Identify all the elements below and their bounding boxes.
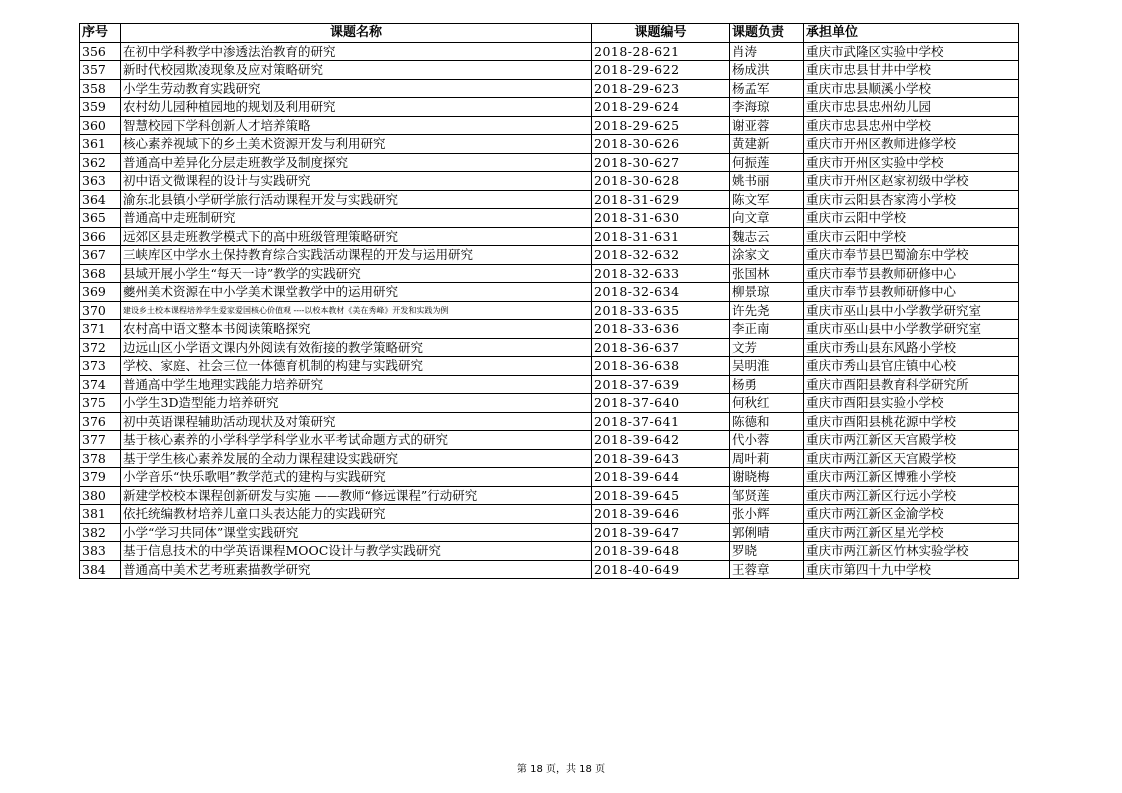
cell-unit: 重庆市两江新区竹林实验学校 bbox=[804, 542, 1019, 561]
cell-code: 2018-37-639 bbox=[592, 375, 730, 394]
cell-no: 372 bbox=[80, 338, 121, 357]
cell-owner: 谢亚蓉 bbox=[730, 116, 804, 135]
cell-owner: 罗晓 bbox=[730, 542, 804, 561]
cell-code: 2018-30-628 bbox=[592, 172, 730, 191]
cell-owner: 杨成洪 bbox=[730, 61, 804, 80]
cell-unit: 重庆市忠县忠州幼儿园 bbox=[804, 98, 1019, 117]
cell-no: 366 bbox=[80, 227, 121, 246]
table-row bbox=[80, 486, 1019, 505]
cell-unit: 重庆市云阳中学校 bbox=[804, 209, 1019, 228]
cell-code: 2018-39-647 bbox=[592, 523, 730, 542]
table-row bbox=[80, 542, 1019, 561]
cell-title: 远郊区县走班教学模式下的高中班级管理策略研究 bbox=[121, 227, 592, 246]
header-no: 序号 bbox=[80, 24, 121, 43]
table-row bbox=[80, 394, 1019, 413]
cell-code: 2018-32-634 bbox=[592, 283, 730, 302]
cell-code: 2018-29-625 bbox=[592, 116, 730, 135]
cell-owner: 邹贤莲 bbox=[730, 486, 804, 505]
cell-title: 渝东北县镇小学研学旅行活动课程开发与实践研究 bbox=[121, 190, 592, 209]
table-body bbox=[80, 42, 1019, 579]
cell-unit: 重庆市忠县忠州中学校 bbox=[804, 116, 1019, 135]
cell-no: 375 bbox=[80, 394, 121, 413]
cell-code: 2018-31-629 bbox=[592, 190, 730, 209]
cell-code: 2018-29-624 bbox=[592, 98, 730, 117]
cell-owner: 黄建新 bbox=[730, 135, 804, 154]
cell-no: 363 bbox=[80, 172, 121, 191]
cell-title: 普通高中差异化分层走班教学及制度探究 bbox=[121, 153, 592, 172]
cell-code: 2018-29-623 bbox=[592, 79, 730, 98]
cell-title: 普通高中走班制研究 bbox=[121, 209, 592, 228]
cell-code: 2018-28-621 bbox=[592, 42, 730, 61]
cell-owner: 谢晓梅 bbox=[730, 468, 804, 487]
cell-unit: 重庆市秀山县东风路小学校 bbox=[804, 338, 1019, 357]
cell-no: 361 bbox=[80, 135, 121, 154]
cell-unit: 重庆市开州区教师进修学校 bbox=[804, 135, 1019, 154]
table-header bbox=[80, 24, 1019, 43]
cell-unit: 重庆市两江新区博雅小学校 bbox=[804, 468, 1019, 487]
cell-unit: 重庆市秀山县官庄镇中心校 bbox=[804, 357, 1019, 376]
table-row bbox=[80, 301, 1019, 320]
cell-unit: 重庆市两江新区行远小学校 bbox=[804, 486, 1019, 505]
cell-owner: 文芳 bbox=[730, 338, 804, 357]
cell-title: 普通高中学生地理实践能力培养研究 bbox=[121, 375, 592, 394]
cell-unit: 重庆市酉阳县桃花源中学校 bbox=[804, 412, 1019, 431]
cell-owner: 向文章 bbox=[730, 209, 804, 228]
cell-unit: 重庆市两江新区天宫殿学校 bbox=[804, 449, 1019, 468]
table-row bbox=[80, 42, 1019, 61]
cell-unit: 重庆市开州区实验中学校 bbox=[804, 153, 1019, 172]
table-row bbox=[80, 209, 1019, 228]
cell-title: 学校、家庭、社会三位一体德育机制的构建与实践研究 bbox=[121, 357, 592, 376]
cell-title: 小学音乐“快乐歌唱”教学范式的建构与实践研究 bbox=[121, 468, 592, 487]
table-row bbox=[80, 283, 1019, 302]
cell-code: 2018-39-648 bbox=[592, 542, 730, 561]
cell-owner: 张小辉 bbox=[730, 505, 804, 524]
table-row bbox=[80, 190, 1019, 209]
cell-title: 初中英语课程辅助活动现状及对策研究 bbox=[121, 412, 592, 431]
table-row bbox=[80, 246, 1019, 265]
header-row bbox=[80, 24, 1019, 43]
cell-code: 2018-33-635 bbox=[592, 301, 730, 320]
cell-owner: 杨孟军 bbox=[730, 79, 804, 98]
table-row bbox=[80, 227, 1019, 246]
cell-code: 2018-30-627 bbox=[592, 153, 730, 172]
cell-owner: 魏志云 bbox=[730, 227, 804, 246]
cell-title: 农村幼儿园种植园地的规划及利用研究 bbox=[121, 98, 592, 117]
cell-owner: 杨勇 bbox=[730, 375, 804, 394]
cell-no: 359 bbox=[80, 98, 121, 117]
table-row bbox=[80, 357, 1019, 376]
cell-no: 368 bbox=[80, 264, 121, 283]
table-row bbox=[80, 560, 1019, 579]
header-unit: 承担单位 bbox=[804, 24, 1019, 43]
cell-no: 356 bbox=[80, 42, 121, 61]
cell-code: 2018-36-637 bbox=[592, 338, 730, 357]
cell-unit: 重庆市酉阳县教育科学研究所 bbox=[804, 375, 1019, 394]
cell-no: 362 bbox=[80, 153, 121, 172]
cell-title: 小学“学习共同体”课堂实践研究 bbox=[121, 523, 592, 542]
cell-no: 379 bbox=[80, 468, 121, 487]
cell-code: 2018-30-626 bbox=[592, 135, 730, 154]
cell-owner: 陈德和 bbox=[730, 412, 804, 431]
cell-code: 2018-33-636 bbox=[592, 320, 730, 339]
cell-owner: 姚书丽 bbox=[730, 172, 804, 191]
cell-owner: 李正南 bbox=[730, 320, 804, 339]
cell-no: 373 bbox=[80, 357, 121, 376]
cell-code: 2018-39-642 bbox=[592, 431, 730, 450]
table-row bbox=[80, 523, 1019, 542]
cell-no: 381 bbox=[80, 505, 121, 524]
cell-code: 2018-40-649 bbox=[592, 560, 730, 579]
cell-title: 县域开展小学生“每天一诗”教学的实践研究 bbox=[121, 264, 592, 283]
cell-unit: 重庆市忠县顺溪小学校 bbox=[804, 79, 1019, 98]
cell-code: 2018-32-633 bbox=[592, 264, 730, 283]
cell-title: 基于核心素养的小学科学学科学业水平考试命题方式的研究 bbox=[121, 431, 592, 450]
cell-owner: 李海琼 bbox=[730, 98, 804, 117]
cell-title: 小学生3D造型能力培养研究 bbox=[121, 394, 592, 413]
table-row bbox=[80, 412, 1019, 431]
cell-title: 边远山区小学语文课内外阅读有效衔接的教学策略研究 bbox=[121, 338, 592, 357]
cell-title: 普通高中美术艺考班素描教学研究 bbox=[121, 560, 592, 579]
header-code: 课题编号 bbox=[592, 24, 730, 43]
cell-code: 2018-37-640 bbox=[592, 394, 730, 413]
cell-no: 377 bbox=[80, 431, 121, 450]
cell-owner: 何振莲 bbox=[730, 153, 804, 172]
cell-owner: 吴明淮 bbox=[730, 357, 804, 376]
table-row bbox=[80, 61, 1019, 80]
cell-unit: 重庆市两江新区星光学校 bbox=[804, 523, 1019, 542]
table-row bbox=[80, 320, 1019, 339]
table-row bbox=[80, 468, 1019, 487]
cell-title: 三峡库区中学水土保持教育综合实践活动课程的开发与运用研究 bbox=[121, 246, 592, 265]
cell-title: 初中语文微课程的设计与实践研究 bbox=[121, 172, 592, 191]
table-row bbox=[80, 338, 1019, 357]
cell-title: 农村高中语文整本书阅读策略探究 bbox=[121, 320, 592, 339]
cell-title: 核心素养视域下的乡土美术资源开发与利用研究 bbox=[121, 135, 592, 154]
cell-title: 依托统编教材培养儿童口头表达能力的实践研究 bbox=[121, 505, 592, 524]
cell-owner: 郭俐晴 bbox=[730, 523, 804, 542]
table-row bbox=[80, 153, 1019, 172]
cell-unit: 重庆市奉节县巴蜀渝东中学校 bbox=[804, 246, 1019, 265]
cell-code: 2018-31-631 bbox=[592, 227, 730, 246]
cell-unit: 重庆市武隆区实验中学校 bbox=[804, 42, 1019, 61]
cell-no: 376 bbox=[80, 412, 121, 431]
table-row bbox=[80, 431, 1019, 450]
cell-title: 夔州美术资源在中小学美术课堂教学中的运用研究 bbox=[121, 283, 592, 302]
cell-code: 2018-29-622 bbox=[592, 61, 730, 80]
cell-no: 374 bbox=[80, 375, 121, 394]
cell-title: 小学生劳动教育实践研究 bbox=[121, 79, 592, 98]
cell-no: 357 bbox=[80, 61, 121, 80]
cell-unit: 重庆市第四十九中学校 bbox=[804, 560, 1019, 579]
cell-owner: 张国林 bbox=[730, 264, 804, 283]
cell-no: 380 bbox=[80, 486, 121, 505]
cell-code: 2018-32-632 bbox=[592, 246, 730, 265]
table-row bbox=[80, 116, 1019, 135]
cell-no: 383 bbox=[80, 542, 121, 561]
cell-code: 2018-39-644 bbox=[592, 468, 730, 487]
cell-code: 2018-39-645 bbox=[592, 486, 730, 505]
cell-no: 367 bbox=[80, 246, 121, 265]
cell-no: 382 bbox=[80, 523, 121, 542]
cell-title: 新建学校校本课程创新研发与实施 ——教师“修远课程”行动研究 bbox=[121, 486, 592, 505]
project-table bbox=[79, 23, 1019, 579]
table-row bbox=[80, 375, 1019, 394]
cell-no: 370 bbox=[80, 301, 121, 320]
cell-no: 365 bbox=[80, 209, 121, 228]
cell-no: 371 bbox=[80, 320, 121, 339]
cell-code: 2018-37-641 bbox=[592, 412, 730, 431]
cell-unit: 重庆市巫山县中小学教学研究室 bbox=[804, 320, 1019, 339]
cell-owner: 柳景琼 bbox=[730, 283, 804, 302]
cell-owner: 何秋红 bbox=[730, 394, 804, 413]
cell-owner: 许先尧 bbox=[730, 301, 804, 320]
cell-code: 2018-31-630 bbox=[592, 209, 730, 228]
header-title: 课题名称 bbox=[121, 24, 592, 43]
cell-no: 360 bbox=[80, 116, 121, 135]
table-row bbox=[80, 79, 1019, 98]
cell-owner: 王蓉章 bbox=[730, 560, 804, 579]
page-footer: 第 18 页，共 18 页 bbox=[516, 764, 606, 775]
table-row bbox=[80, 505, 1019, 524]
cell-no: 364 bbox=[80, 190, 121, 209]
cell-owner: 周叶莉 bbox=[730, 449, 804, 468]
cell-owner: 肖涛 bbox=[730, 42, 804, 61]
cell-title: 基于信息技术的中学英语课程MOOC设计与教学实践研究 bbox=[121, 542, 592, 561]
cell-no: 378 bbox=[80, 449, 121, 468]
cell-unit: 重庆市巫山县中小学教学研究室 bbox=[804, 301, 1019, 320]
cell-no: 358 bbox=[80, 79, 121, 98]
cell-code: 2018-39-646 bbox=[592, 505, 730, 524]
cell-unit: 重庆市云阳县杏家湾小学校 bbox=[804, 190, 1019, 209]
cell-owner: 陈文军 bbox=[730, 190, 804, 209]
cell-unit: 重庆市奉节县教师研修中心 bbox=[804, 283, 1019, 302]
cell-unit: 重庆市忠县甘井中学校 bbox=[804, 61, 1019, 80]
header-owner: 课题负责 bbox=[730, 24, 804, 43]
table-row bbox=[80, 449, 1019, 468]
cell-no: 384 bbox=[80, 560, 121, 579]
table-row bbox=[80, 264, 1019, 283]
cell-code: 2018-39-643 bbox=[592, 449, 730, 468]
cell-unit: 重庆市酉阳县实验小学校 bbox=[804, 394, 1019, 413]
cell-unit: 重庆市两江新区金渝学校 bbox=[804, 505, 1019, 524]
cell-title: 智慧校园下学科创新人才培养策略 bbox=[121, 116, 592, 135]
table-row bbox=[80, 135, 1019, 154]
cell-no: 369 bbox=[80, 283, 121, 302]
cell-unit: 重庆市开州区赵家初级中学校 bbox=[804, 172, 1019, 191]
table-row bbox=[80, 172, 1019, 191]
cell-code: 2018-36-638 bbox=[592, 357, 730, 376]
cell-title: 基于学生核心素养发展的全动力课程建设实践研究 bbox=[121, 449, 592, 468]
cell-unit: 重庆市两江新区天宫殿学校 bbox=[804, 431, 1019, 450]
cell-title: 在初中学科教学中渗透法治教育的研究 bbox=[121, 42, 592, 61]
cell-unit: 重庆市奉节县教师研修中心 bbox=[804, 264, 1019, 283]
cell-title: 新时代校园欺凌现象及应对策略研究 bbox=[121, 61, 592, 80]
cell-owner: 代小蓉 bbox=[730, 431, 804, 450]
cell-title: 建设乡土校本课程培养学生爱家爱国核心价值观 ----以校本教材《美在秀峰》开发和实践为例 bbox=[121, 301, 592, 320]
table-row bbox=[80, 98, 1019, 117]
cell-unit: 重庆市云阳中学校 bbox=[804, 227, 1019, 246]
cell-owner: 涂家文 bbox=[730, 246, 804, 265]
